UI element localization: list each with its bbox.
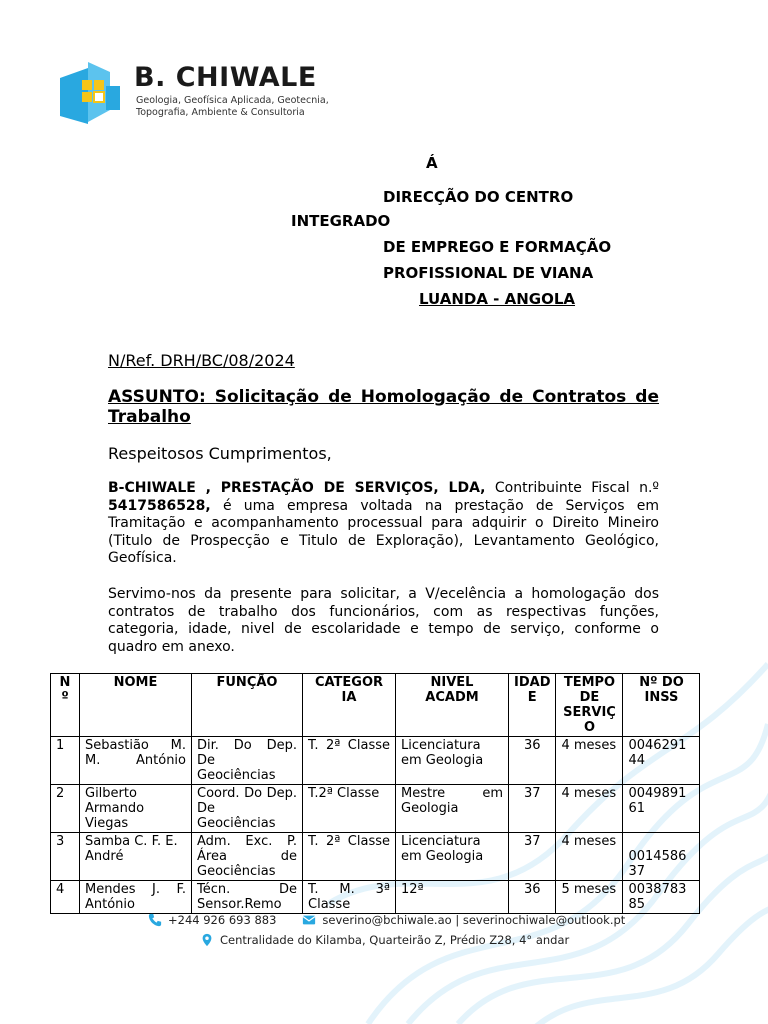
cell-inss: 0014586 37 xyxy=(623,833,700,881)
cell-academic-level: 12ª xyxy=(396,881,509,914)
cell-age: 36 xyxy=(509,881,556,914)
paragraph-text-b: é uma empresa voltada na prestação de Serviços em Tramitação e acompanhamento processual para adquirir o Direito Mineiro (Titulo de Prospecção e Titulo de Exploração), Levantamento Geológico, Geofísica. xyxy=(108,497,659,566)
footer-address-line xyxy=(200,933,569,947)
address-line-2: INTEGRADO xyxy=(291,212,391,230)
cell-service-time: 4 meses xyxy=(556,785,623,833)
tagline-line-2: Topografia, Ambiente & Consultoria xyxy=(136,107,305,118)
footer-phone: +244 926 693 883 xyxy=(168,913,277,927)
header-function: FUNÇÃO xyxy=(192,674,303,737)
cell-inss: 0049891 61 xyxy=(623,785,700,833)
email-icon xyxy=(302,913,316,927)
header-inss: Nº DO INSS xyxy=(623,674,700,737)
tagline-line-1: Geologia, Geofísica Aplicada, Geotecnia, xyxy=(136,95,329,106)
cell-function: Adm. Exc. P. Área de Geociências xyxy=(192,833,303,881)
cell-category: T. 2ª Classe xyxy=(303,737,396,785)
cell-name: Mendes J. F. António xyxy=(80,881,192,914)
cell-number: 2 xyxy=(51,785,80,833)
cell-number: 4 xyxy=(51,881,80,914)
company-name: B-CHIWALE , PRESTAÇÃO DE SERVIÇOS, LDA, xyxy=(108,480,486,496)
phone-icon xyxy=(148,913,162,927)
address-line-5: LUANDA - ANGOLA xyxy=(419,290,576,308)
cell-number: 1 xyxy=(51,737,80,785)
footer-location: Centralidade do Kilamba, Quarteirão Z, Prédio Z28, 4° andar xyxy=(220,933,570,947)
cell-category: T.2ª Classe xyxy=(303,785,396,833)
cell-category: T. M. 3ª Classe xyxy=(303,881,396,914)
table-row xyxy=(51,737,700,785)
header-name: NOME xyxy=(80,674,192,737)
greeting: Respeitosos Cumprimentos, xyxy=(108,444,332,463)
table-header-row xyxy=(51,674,700,737)
subject-line: ASSUNTO: Solicitação de Homologação de Contratos de Trabalho xyxy=(108,387,659,427)
address-line-3: DE EMPREGO E FORMAÇÃO xyxy=(383,238,612,256)
footer-contact-line xyxy=(148,913,625,927)
company-logo xyxy=(58,60,329,128)
cell-academic-level: Licenciatura em Geologia xyxy=(396,737,509,785)
header-service-time: TEMPO DE SERVIÇ O xyxy=(556,674,623,737)
address-line-0: Á xyxy=(426,154,438,172)
cell-name: Gilberto Armando Viegas xyxy=(80,785,192,833)
location-pin-icon xyxy=(200,933,214,947)
cell-name: Sebastião M. M. António xyxy=(80,737,192,785)
cell-academic-level: Licenciatura em Geologia xyxy=(396,833,509,881)
cell-function: Coord. Do Dep. De Geociências xyxy=(192,785,303,833)
address-line-4: PROFISSIONAL DE VIANA xyxy=(383,264,594,282)
cell-category: T. 2ª Classe xyxy=(303,833,396,881)
cell-function: Técn. De Sensor.Remo xyxy=(192,881,303,914)
cell-age: 36 xyxy=(509,737,556,785)
address-line-1: DIRECÇÃO DO CENTRO xyxy=(383,188,574,206)
paragraph-text-a: Contribuinte Fiscal n.º xyxy=(485,480,659,496)
reference-number: N/Ref. DRH/BC/08/2024 xyxy=(108,351,295,370)
cell-inss: 0046291 44 xyxy=(623,737,700,785)
cell-age: 37 xyxy=(509,785,556,833)
table-row xyxy=(51,881,700,914)
tax-number: 5417586528, xyxy=(108,497,211,514)
logo-mark-icon xyxy=(58,60,130,126)
footer-email[interactable]: severino@bchiwale.ao | severinochiwale@outlook.pt xyxy=(322,913,626,927)
employees-table xyxy=(50,673,700,914)
table-row xyxy=(51,785,700,833)
company-paragraph xyxy=(108,480,659,568)
request-paragraph: Servimo-nos da presente para solicitar, a V/ecelência a homologação dos contratos de trabalho dos funcionários, com as respectivas funções, categoria, idade, nivel de escolaridade e tempo de serviço, conforme o quadro em anexo. xyxy=(108,586,659,655)
cell-number: 3 xyxy=(51,833,80,881)
brand-name: B. CHIWALE xyxy=(134,62,317,93)
brand-tagline xyxy=(136,95,336,119)
header-category: CATEGOR IA xyxy=(303,674,396,737)
cell-inss: 0038783 85 xyxy=(623,881,700,914)
header-age: IDAD E xyxy=(509,674,556,737)
cell-name: Samba C. F. E. André xyxy=(80,833,192,881)
table-row xyxy=(51,833,700,881)
cell-service-time: 4 meses xyxy=(556,737,623,785)
cell-service-time: 5 meses xyxy=(556,881,623,914)
cell-academic-level: Mestre em Geologia xyxy=(396,785,509,833)
cell-function: Dir. Do Dep. De Geociências xyxy=(192,737,303,785)
cell-age: 37 xyxy=(509,833,556,881)
cell-service-time: 4 meses xyxy=(556,833,623,881)
header-academic-level: NIVEL ACADM xyxy=(396,674,509,737)
header-number: N º xyxy=(51,674,80,737)
